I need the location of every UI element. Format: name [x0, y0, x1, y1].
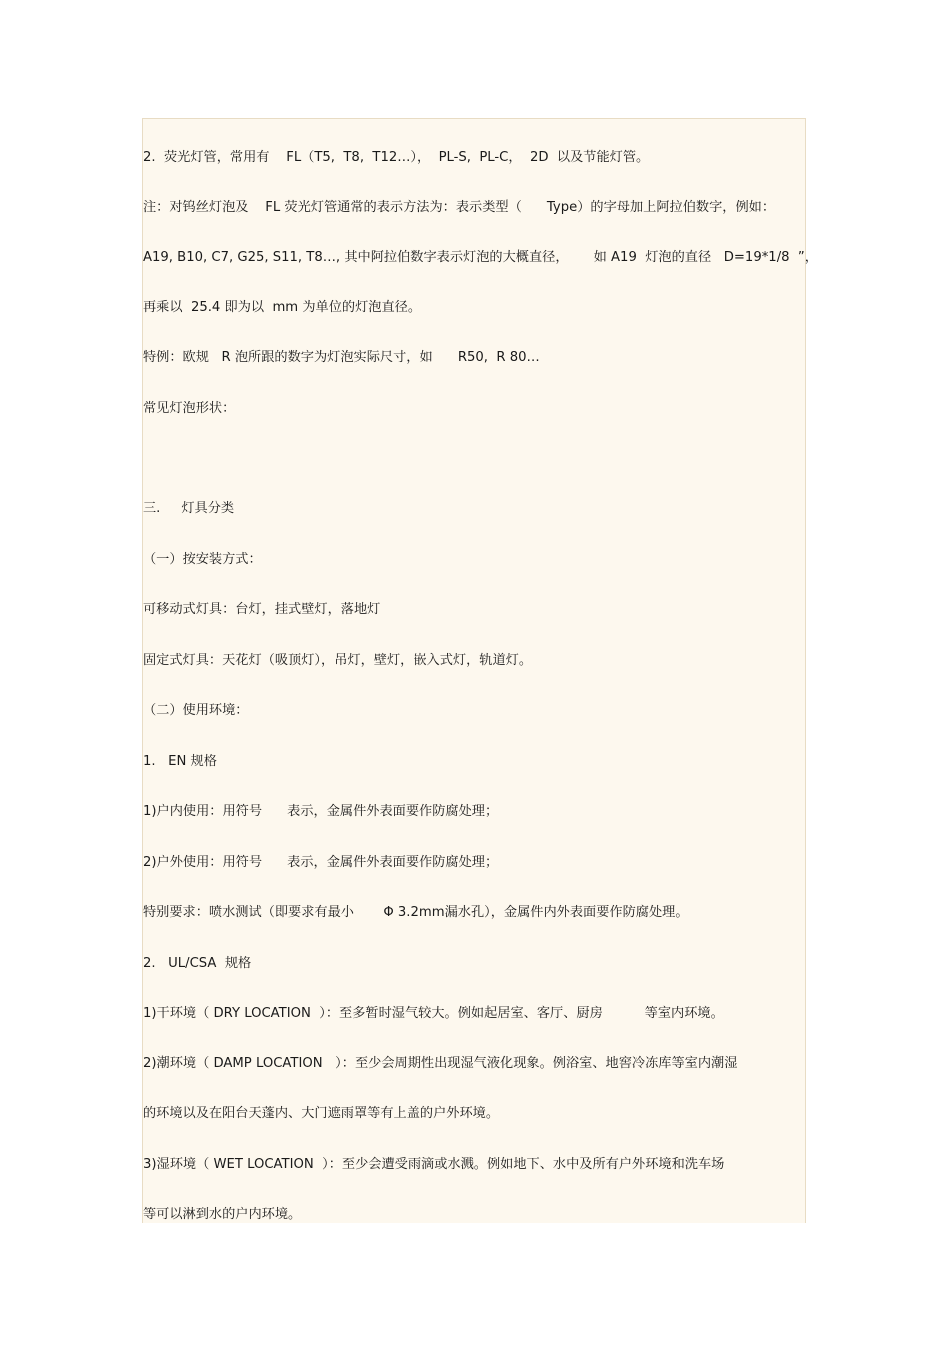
- text-line-fluorescent-tubes: 2. 荧光灯管，常用有 FL（T5, T8, T12…）， PL-S, PL-C， 2D 以及节能灯管。: [143, 150, 650, 165]
- text-line-wet-location-cont: 等可以淋到水的户内环境。: [143, 1207, 302, 1222]
- text-line-movable-luminaires: 可移动式灯具：台灯，挂式壁灯，落地灯: [143, 602, 381, 617]
- text-line-special-case: 特例：欧规 R 泡所跟的数字为灯泡实际尺寸，如 R50, R 80…: [143, 350, 540, 365]
- text-line-outdoor-use: 2)户外使用：用符号 表示，金属件外表面要作防腐处理；: [143, 855, 499, 870]
- text-line-fixed-luminaires: 固定式灯具：天花灯（吸顶灯），吊灯，壁灯，嵌入式灯，轨道灯。: [143, 653, 533, 668]
- subheading-installation-method: （一）按安装方式：: [143, 552, 262, 567]
- text-line-ul-csa-spec: 2. UL/CSA 规格: [143, 956, 252, 971]
- text-line-special-requirements: 特别要求：喷水测试（即要求有最小 Φ 3.2mm漏水孔），金属件内外表面要作防腐处理。: [143, 905, 689, 920]
- text-line-damp-location-cont: 的环境以及在阳台天蓬内、大门遮雨罩等有上盖的户外环境。: [143, 1106, 500, 1121]
- subheading-usage-environment: （二）使用环境：: [143, 703, 249, 718]
- text-line-en-spec: 1. EN 规格: [143, 754, 217, 769]
- text-line-wet-location: 3)湿环境（ WET LOCATION ）：至少会遭受雨滴或水溅。例如地下、水中及所有户外环境和洗车场: [143, 1157, 725, 1172]
- text-line-damp-location: 2)潮环境（ DAMP LOCATION ）：至少会周期性出现湿气液化现象。例浴室、地窖冷冻库等室内潮湿: [143, 1056, 738, 1071]
- text-line-common-shapes: 常见灯泡形状：: [143, 401, 236, 416]
- section-heading-luminaire-classification: 三. 灯具分类: [143, 501, 235, 516]
- text-line-bulb-examples: A19, B10, C7, G25, S11, T8…, 其中阿拉伯数字表示灯泡的大概直径， 如 A19 灯泡的直径 D=19*1/8 ”，: [143, 250, 818, 265]
- text-line-indoor-use: 1)户内使用：用符号 表示，金属件外表面要作防腐处理；: [143, 804, 499, 819]
- text-line-diameter-mm: 再乘以 25.4 即为以 mm 为单位的灯泡直径。: [143, 300, 422, 315]
- text-line-dry-location: 1)干环境（ DRY LOCATION ）：至多暂时湿气较大。例如起居室、客厅、厨房 等室内环境。: [143, 1006, 724, 1021]
- text-line-note-notation: 注：对钨丝灯泡及 FL 荧光灯管通常的表示方法为：表示类型（ Type）的字母加上阿拉伯数字，例如：: [143, 200, 776, 215]
